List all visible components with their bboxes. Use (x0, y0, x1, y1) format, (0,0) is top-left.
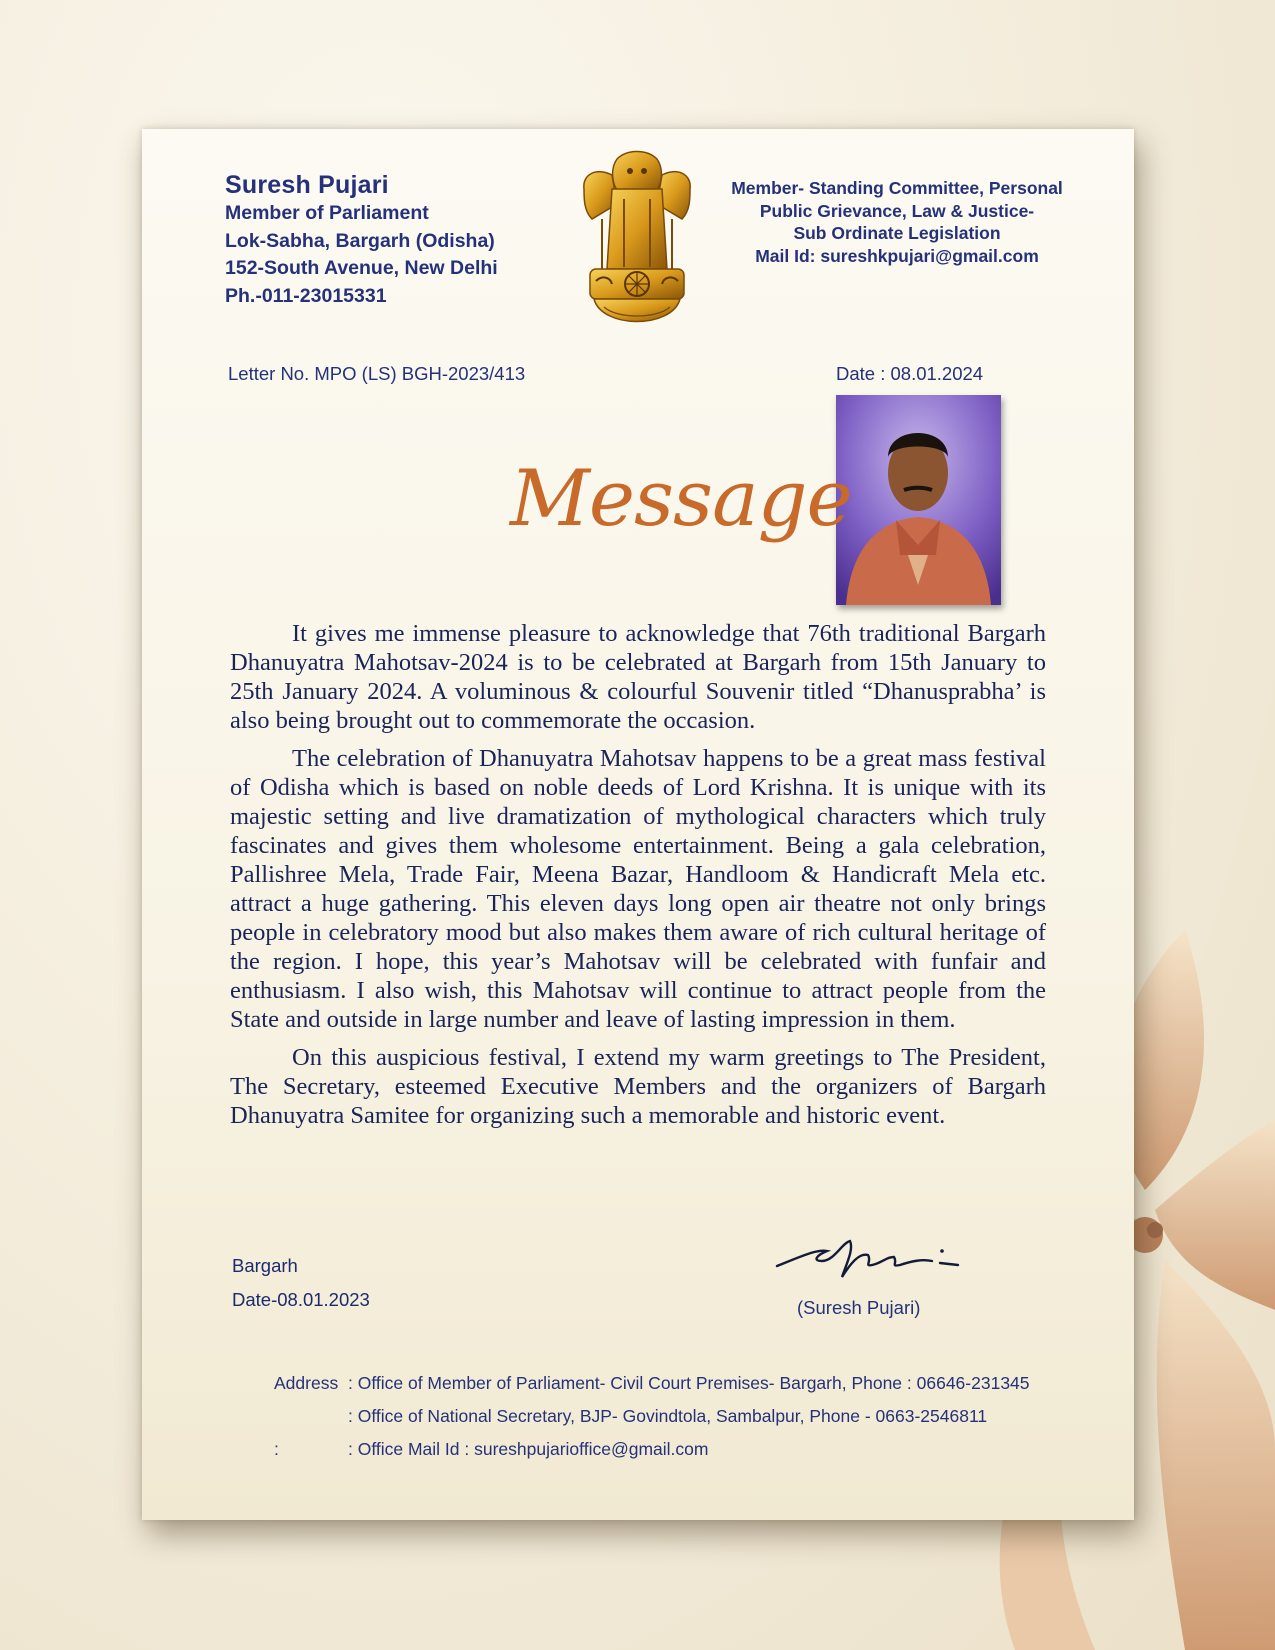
committee-line: Sub Ordinate Legislation (793, 223, 1001, 243)
message-title: Message (510, 454, 852, 544)
committee-line: Public Grievance, Law & Justice- (759, 200, 1035, 221)
address-text: : Office of Member of Parliament- Civil Court Premises- Bargarh, Phone : 06646-231345 (348, 1373, 1030, 1393)
address-text: : Office of National Secretary, BJP- Govindtola, Sambalpur, Phone - 0663-2546811 (348, 1406, 988, 1426)
email-line: Mail Id: sureshkpujari@gmail.com (755, 245, 1039, 266)
sign-date: Date-08.01.2023 (232, 1289, 370, 1310)
address-block (274, 1367, 1030, 1466)
letter-page (142, 129, 1134, 1520)
paragraph: It gives me immense pleasure to acknowledge that 76th traditional Bargarh Dhanuyatra Mahotsav-2024 is to be celebrated at Bargarh from 15th January to 25th January 2024. A voluminous & colourful Souvenir titled “Dhanusprabha’ is also being brought out to commemorate the occasion. (230, 620, 1046, 734)
address-label: Address (274, 1373, 339, 1393)
address-row (274, 1400, 1030, 1433)
address-text: : Office Mail Id : sureshpujarioffice@gmail.com (348, 1439, 709, 1459)
letter-number: Letter No. MPO (LS) BGH-2023/413 (228, 363, 526, 384)
address-label: : (274, 1439, 279, 1459)
sender-block (225, 171, 498, 310)
paragraph: The celebration of Dhanuyatra Mahotsav happens to be a great mass festival of Odisha which is based on noble deeds of Lord Krishna. It is unique with its majestic setting and live dramatization of mythological characters which truly fascinates and gives them wholesome entertainment. Being a gala celebration, Pallishree Mela, Trade Fair, Meena Bazar, Handloom & Handicraft Mela etc. attract a huge gathering. This eleven days long open air theatre not only brings people in celebratory mood but also makes them aware of rich cultural heritage of the region. I hope, this year’s Mahotsav will be celebrated with funfair and enthusiasm. I also wish, this Mahotsav will continue to attract people from the State and outside in large number and leave of lasting impression in them. (230, 745, 1046, 1033)
sender-name: Suresh Pujari (225, 171, 389, 199)
sender-line: Ph.-011-23015331 (225, 284, 387, 307)
address-row (274, 1367, 1030, 1400)
sender-line: Lok-Sabha, Bargarh (Odisha) (225, 229, 495, 252)
national-emblem-icon (572, 149, 702, 334)
sender-line: 152-South Avenue, New Delhi (225, 257, 498, 279)
committee-block (707, 177, 1087, 267)
portrait-photo (836, 395, 1001, 605)
paragraph: On this auspicious festival, I extend my warm greetings to The President, The Secretary, esteemed Executive Members and the organizers of Bargarh Dhanuyatra Samitee for organizing such a memorable and historic event. (230, 1044, 1046, 1129)
sender-line: Member of Parliament (225, 202, 429, 224)
address-row (274, 1433, 1030, 1466)
signature (772, 1221, 962, 1291)
message-body (230, 619, 1046, 1139)
place-date-block (232, 1249, 370, 1317)
committee-line: Member- Standing Committee, Personal (731, 178, 1063, 198)
letter-date: Date : 08.01.2024 (836, 363, 984, 384)
place: Bargarh (232, 1255, 298, 1276)
signatory-name: (Suresh Pujari) (797, 1297, 921, 1318)
